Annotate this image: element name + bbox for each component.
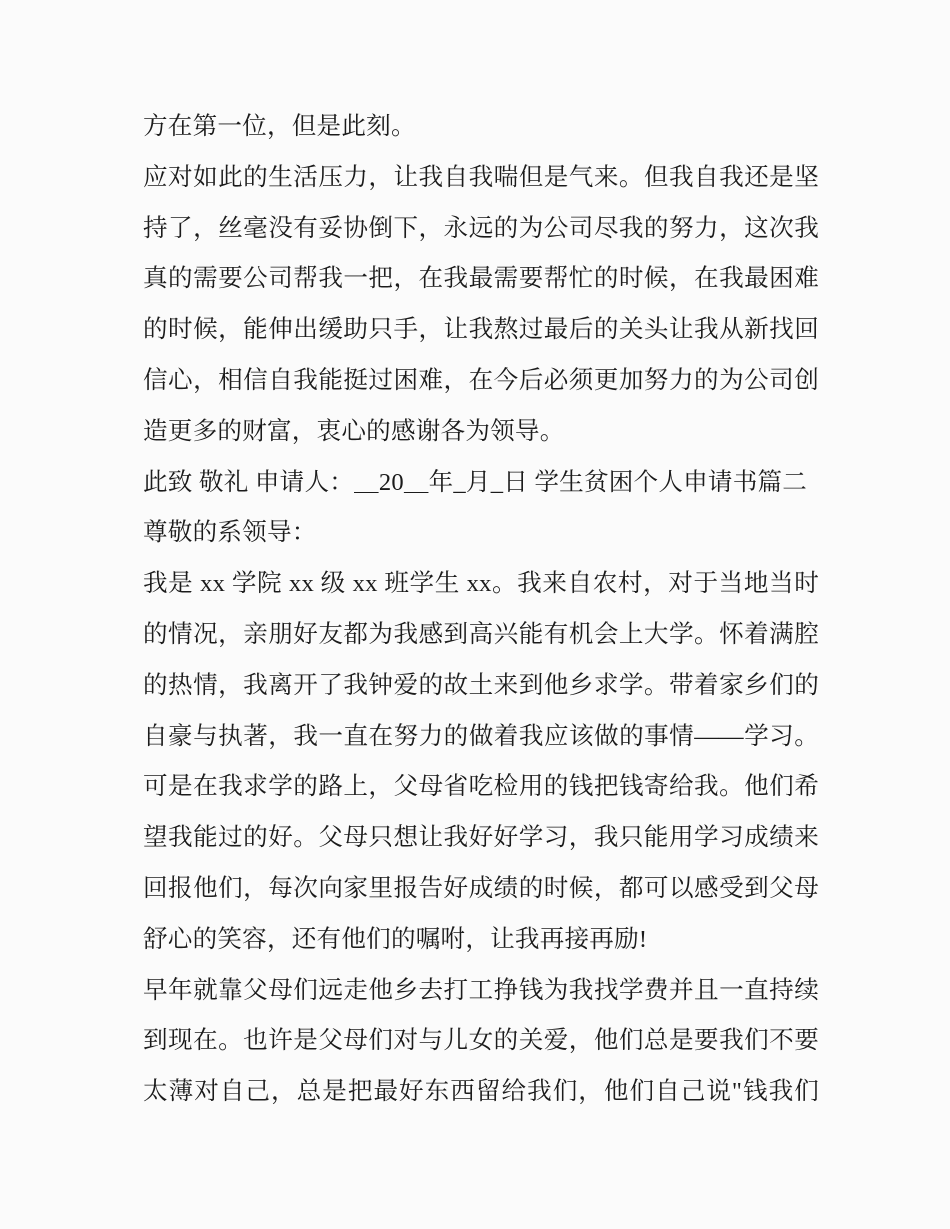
- text-line: 的情况，亲朋好友都为我感到高兴能有机会上大学。怀着满腔: [143, 620, 819, 648]
- document-text-block: [143, 102, 819, 1118]
- text-line: 真的需要公司帮我一把，在我最需要帮忙的时候，在我最困难: [143, 265, 819, 293]
- text-line: 到现在。也许是父母们对与儿女的关爱，他们总是要我们不要: [143, 1027, 819, 1055]
- text-line: 我是 xx 学院 xx 级 xx 班学生 xx。我来自农村，对于当地当时: [143, 570, 819, 598]
- text-line: 信心，相信自我能挺过困难，在今后必须更加努力的为公司创: [143, 366, 819, 394]
- text-line: 早年就靠父母们远走他乡去打工挣钱为我找学费并且一直持续: [143, 976, 819, 1004]
- text-line: 舒心的笑容，还有他们的嘱咐，让我再接再励!: [143, 925, 648, 953]
- text-line: 可是在我求学的路上，父母省吃检用的钱把钱寄给我。他们希: [143, 773, 819, 801]
- text-line: 回报他们，每次向家里报告好成绩的时候，都可以感受到父母: [143, 874, 819, 902]
- text-line: 应对如此的生活压力，让我自我喘但是气来。但我自我还是坚: [143, 163, 819, 191]
- text-line: 造更多的财富，衷心的感谢各为领导。: [143, 417, 565, 445]
- text-line: 太薄对自己，总是把最好东西留给我们，他们自己说"钱我们: [143, 1078, 819, 1106]
- text-line: 望我能过的好。父母只想让我好好学习，我只能用学习成绩来: [143, 824, 819, 852]
- text-line: 持了，丝毫没有妥协倒下，永远的为公司尽我的努力，这次我: [143, 214, 819, 242]
- text-line: 自豪与执著，我一直在努力的做着我应该做的事情——学习。: [143, 722, 819, 750]
- text-line: 方在第一位，但是此刻。: [143, 113, 416, 140]
- text-line: 此致 敬礼 申请人：＿20＿年_月_日 学生贫困个人申请书篇二: [143, 468, 808, 496]
- text-line: 的时候，能伸出缓助只手，让我熬过最后的关头让我从新找回: [143, 316, 819, 344]
- text-line: 尊敬的系领导：: [143, 519, 317, 547]
- text-line: 的热情，我离开了我钟爱的故土来到他乡求学。带着家乡们的: [143, 671, 819, 699]
